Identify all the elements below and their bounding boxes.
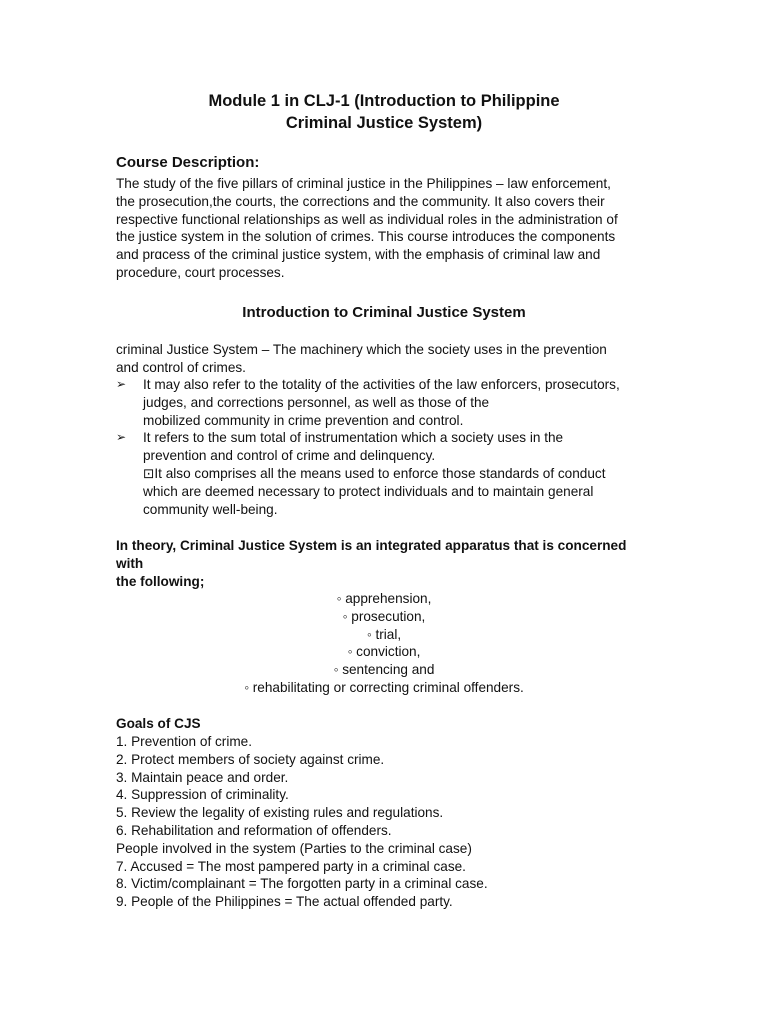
list-item: 5. Review the legality of existing rules and regulations. bbox=[116, 805, 444, 821]
description-line: the justice system in the solution of crimes. This course introduces the components bbox=[116, 229, 616, 245]
list-item: ◦ rehabilitating or correcting criminal offenders. bbox=[244, 679, 524, 695]
bullet-line: mobilized community in crime prevention and control. bbox=[143, 412, 464, 428]
definition-bullets bbox=[116, 376, 656, 518]
title-line-2: Criminal Justice System) bbox=[285, 114, 483, 132]
course-description-text bbox=[116, 175, 656, 282]
theory-line: the following; bbox=[116, 573, 205, 589]
list-item: 6. Rehabilitation and reformation of offenders. bbox=[116, 822, 392, 838]
list-item: ◦ prosecution, bbox=[342, 608, 426, 624]
intro-heading: Introduction to Criminal Justice System bbox=[242, 304, 526, 321]
arrow-bullet-icon: ➢ bbox=[116, 430, 127, 445]
list-item: 3. Maintain peace and order. bbox=[116, 769, 289, 785]
description-line: the prosecution,the courts, the corrections and the community. It also covers their bbox=[116, 193, 605, 209]
bullet-line: prevention and control of crime and delinquency. bbox=[143, 448, 436, 464]
document-title bbox=[0, 90, 768, 134]
course-description-heading: Course Description: bbox=[116, 154, 260, 171]
list-item: People involved in the system (Parties to the criminal case) bbox=[116, 840, 472, 856]
title-line-1: Module 1 in CLJ-1 (Introduction to Philippine bbox=[208, 92, 560, 110]
theory-statement bbox=[116, 537, 656, 590]
description-line: The study of the five pillars of criminal justice in the Philippines – law enforcement, bbox=[116, 176, 611, 191]
bullet-line: judges, and corrections personnel, as well as those of the bbox=[143, 394, 490, 410]
list-item: ◦ conviction, bbox=[347, 644, 421, 660]
description-line: and prɑcess of the criminal justice system, with the emphasis of criminal law and bbox=[116, 247, 601, 263]
theory-line: In theory, Criminal Justice System is an integrated apparatus that is concerned with bbox=[116, 538, 627, 571]
arrow-bullet-icon: ➢ bbox=[116, 377, 127, 391]
bullet-item bbox=[116, 376, 656, 429]
bullet-line: which are deemed necessary to protect individuals and to maintain general bbox=[143, 483, 594, 499]
goals-heading: Goals of CJS bbox=[116, 716, 201, 731]
list-item: ◦ apprehension, bbox=[336, 591, 432, 606]
bullet-line: ⊡It also comprises all the means used to enforce those standards of conduct bbox=[143, 465, 606, 481]
bullet-line: It may also refer to the totality of the activities of the law enforcers, prosecutors, bbox=[143, 377, 620, 392]
list-item: ◦ sentencing and bbox=[333, 662, 435, 678]
description-line: respective functional relationships as well as individual roles in the administration of bbox=[116, 211, 618, 227]
definition-line: and control of crimes. bbox=[116, 359, 246, 375]
goals-list bbox=[116, 733, 676, 911]
list-item: 9. People of the Philippines = The actual offended party. bbox=[116, 894, 453, 910]
list-item: ◦ trial, bbox=[366, 626, 402, 642]
list-item: 7. Accused = The most pampered party in a criminal case. bbox=[116, 858, 466, 874]
bullet-line: It refers to the sum total of instrumentation which a society uses in the bbox=[143, 430, 564, 446]
bullet-item bbox=[116, 429, 656, 518]
list-item: 1. Prevention of crime. bbox=[116, 734, 252, 749]
definition-line: criminal Justice System – The machinery which the society uses in the prevention bbox=[116, 342, 607, 357]
description-line: procedure, court processes. bbox=[116, 264, 285, 280]
list-item: 4. Suppression of criminality. bbox=[116, 787, 289, 803]
list-item: 2. Protect members of society against crime. bbox=[116, 751, 385, 767]
cjs-definition bbox=[116, 341, 656, 377]
bullet-line: community well-being. bbox=[143, 501, 278, 517]
theory-concerns-list bbox=[0, 590, 768, 697]
list-item: 8. Victim/complainant = The forgotten party in a criminal case. bbox=[116, 876, 488, 892]
